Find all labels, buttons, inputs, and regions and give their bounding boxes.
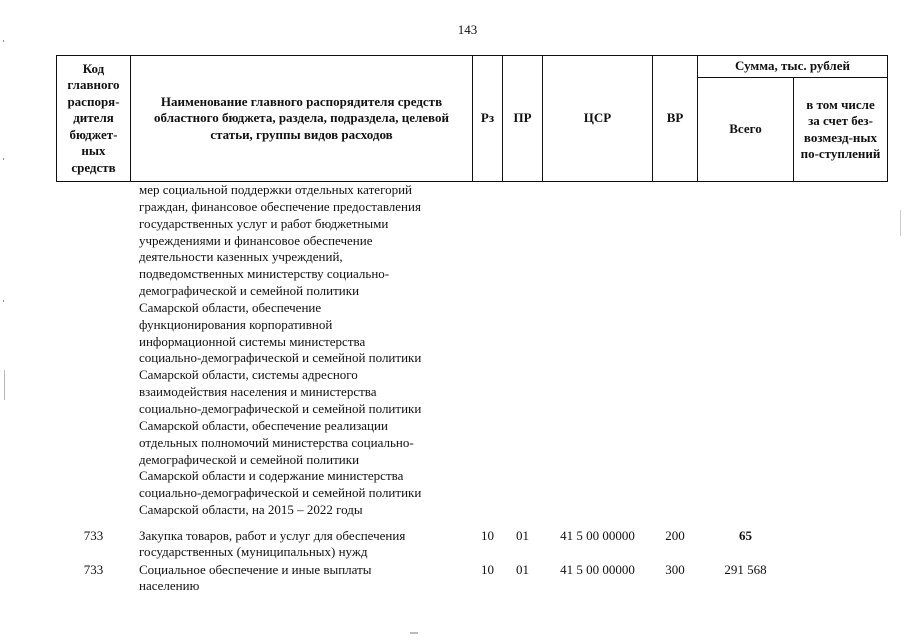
scan-artifact — [3, 300, 4, 302]
row-csr: 41 5 00 00000 — [560, 562, 635, 577]
row-vr: 300 — [665, 562, 685, 577]
row-csr: 41 5 00 00000 — [560, 528, 635, 543]
header-name: Наименование главного распорядителя средств областного бюджета, раздела, подраздела, целевой статьи, группы видов расходов — [154, 93, 449, 142]
page-number: 143 — [457, 22, 478, 37]
row-code: 733 — [83, 562, 104, 577]
header-rz: Рз — [480, 110, 495, 126]
header-csr: ЦСР — [583, 110, 612, 126]
header-vr: ВР — [666, 110, 684, 126]
row-pr: 01 — [516, 562, 529, 577]
row-rz: 10 — [481, 562, 494, 577]
continuation-text: мер социальной поддержки отдельных категорий граждан, финансовое обеспечение предоставления государственных услуг и работ бюджетными учреждениями и финансовое обеспечение деятельности казенных учреждений, подведомственных министерству социально- демографической и семейной политики Самарской области, обеспечение функционирования корпоративной информационной системы министерства социально-демографической и семейной политики Самарской области, системы адресного взаимодействия населения и министерства социально-демографической и семейной политики Самарской области, обеспечение реализации отдельных полномочий министерства социально- демографической и семейной политики Самарской области и содержание министерства социально-демографической и семейной политики Самарской области, на 2015 – 2022 годы — [139, 182, 422, 518]
scan-artifact — [3, 40, 4, 42]
row-code: 733 — [83, 528, 104, 543]
row-rz: 10 — [481, 528, 494, 543]
row-name: Социальное обеспечение и иные выплаты населению — [139, 562, 372, 593]
row-total: 65 — [739, 528, 752, 543]
scan-artifact — [900, 210, 901, 236]
header-incl: в том числе за счет без-возмезд-ных по-ступлений — [800, 96, 881, 161]
header-code: Код главного распоря-дителя бюджет-ных средств — [67, 60, 120, 175]
row-total: 291 568 — [724, 562, 767, 577]
scan-artifact — [3, 158, 4, 160]
header-sum-title: Сумма, тыс. рублей — [735, 58, 850, 74]
scan-artifact — [4, 370, 5, 400]
row-vr: 200 — [665, 528, 685, 543]
row-name: Закупка товаров, работ и услуг для обеспечения государственных (муниципальных) нужд — [139, 528, 406, 559]
row-pr: 01 — [516, 528, 529, 543]
col-border-right — [887, 55, 888, 182]
scan-artifact — [410, 632, 418, 634]
header-total: Всего — [729, 121, 762, 137]
header-pr: ПР — [513, 110, 532, 126]
